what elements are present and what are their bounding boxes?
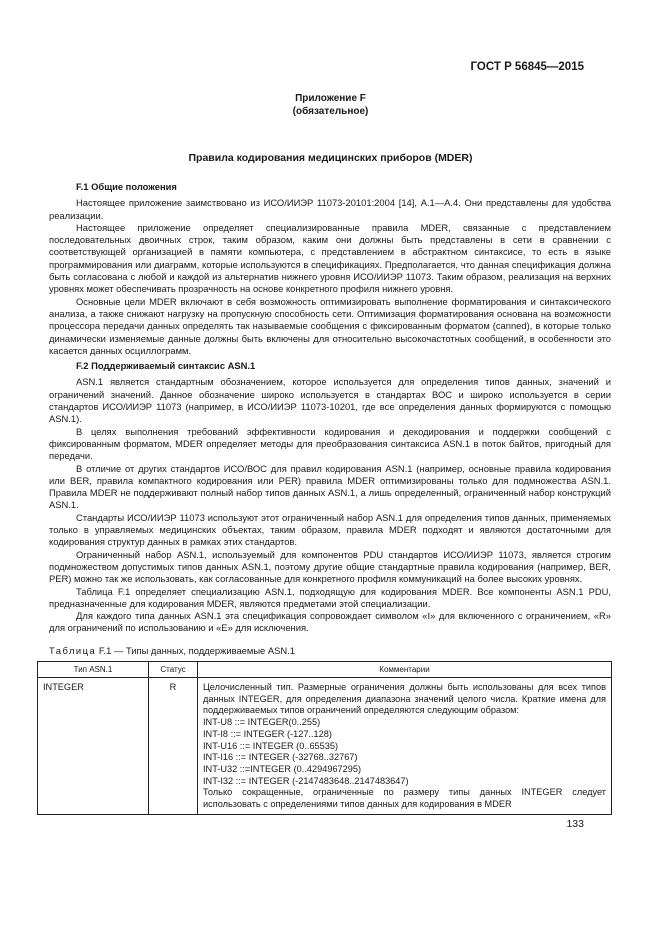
paragraph: Основные цели MDER включают в себя возможность оптимизировать выполнение форматирования и синтаксического анализа, а также снижают нагрузку на пропускную способность сети. Оптимизация форматирования основана на возможности процессора передачи данных определять так называемые сообщения с фиксированным форматом (canned), в которые только динамически изменяемые данные должны быть включены для относительно высокочастотных сообщений, в особенности это касается данных осциллограмм.: [49, 295, 611, 356]
standard-designation: ГОСТ Р 56845—2015: [470, 61, 584, 73]
table-header-row: [38, 661, 612, 677]
column-header-comments: Комментарии: [198, 661, 612, 677]
page-number: 133: [566, 818, 584, 830]
annex-heading: [0, 92, 661, 118]
asn1-types-table: [37, 661, 612, 815]
column-header-status: Статус: [149, 661, 198, 677]
paragraph: Таблица F.1 определяет специализацию ASN.1, подходящую для кодирования MDER. Все компоненты ASN.1 PDU, предназначенные для кодирования MDER, являются предметами этой специализации.: [49, 585, 611, 609]
document-body: [43, 181, 611, 815]
annex-status: (обязательное): [292, 106, 369, 117]
annex-name: Приложение F: [295, 93, 366, 104]
table-row: [38, 677, 612, 814]
paragraph: Настоящее приложение заимствовано из ИСО/ИИЭР 11073-20101:2004 [14], А.1—А.4. Они представлены для удобства реализации.: [49, 197, 611, 221]
cell-comments: [198, 677, 612, 814]
section-heading-f1: F.1 Общие положения: [76, 181, 177, 192]
paragraph: В отличие от других стандартов ИСО/ВОС для правил кодирования ASN.1 (например, основные правила кодирования или BER, правила компактного кодирования или PER) правила MDER оптимизированы только для подмножества ASN.1. Правила MDER не поддерживают полный набор типов данных ASN.1, а лишь определенный, ограниченный набор конструкций ASN.1.: [49, 462, 611, 511]
table-caption-label: Таблица: [49, 644, 97, 656]
paragraph: Настоящее приложение определяет специализированные правила MDER, связанные с представлением последовательных двоичных строк, таким образом, каким они должны быть представлены в сети в сравнении с соответствующей организацией в памяти компьютера, с представлением в абстрактном синтаксисе, то есть в языке программирования или диаграмм, которые используются в спецификациях. Предполагается, что данная спецификация должна быть согласована с любой и каждой из альтернатив нижнего уровня ИСО/ИИЭР 11073. Таким образом, реализация на верхних уровнях может обеспечивать прозрачность на основе конкретного профиля нижнего уровня.: [49, 221, 611, 295]
comment-outro: Только сокращенные, ограниченные по размеру типы данных INTEGER следует использовать с определениями типов данных для кодирования в MDER: [203, 787, 606, 810]
column-header-type: Тип ASN.1: [38, 661, 149, 677]
paragraph: Для каждого типа данных ASN.1 эта спецификация сопровождает символом «I» для включенного с ограничением, «R» для ограничений по использованию и «E» для исключения.: [49, 610, 611, 634]
type-definition: INT-U16 ::= INTEGER (0..65535): [203, 740, 339, 751]
cell-type: INTEGER: [38, 677, 149, 814]
table-caption: [49, 645, 611, 657]
type-definition: INT-I16 ::= INTEGER (-32768..32767): [203, 752, 358, 763]
type-definition: INT-U32 ::=INTEGER (0..4294967295): [203, 763, 362, 774]
section-heading-f2: F.2 Поддерживаемый синтаксис ASN.1: [76, 360, 256, 372]
type-definition: INT-U8 ::= INTEGER(0..255): [203, 717, 321, 728]
comment-intro: Целочисленный тип. Размерные ограничения должны быть использованы для всех типов данных INTEGER, для определения диапазона значений целого числа. Краткие имена для поддерживаемых типов ограничений определяются следующим образом:: [203, 681, 606, 716]
cell-status: R: [149, 677, 198, 814]
annex-title: Правила кодирования медицинских приборов (MDER): [188, 152, 473, 164]
type-definition: INT-I8 ::= INTEGER (-127..128): [203, 728, 332, 739]
table-caption-text: F.1 — Типы данных, поддерживаемые ASN.1: [98, 644, 295, 656]
paragraph: В целях выполнения требований эффективности кодирования и декодирования и поддержки сообщений с фиксированным форматом, MDER определяет методы для преобразования синтаксиса ASN.1 в поток байтов, пригодный для передачи.: [49, 425, 611, 462]
type-definition: INT-I32 ::= INTEGER (-2147483648..2147483647): [203, 775, 409, 786]
paragraph: ASN.1 является стандартным обозначением, которое используется для определения типов данных, значений и ограничений значений. Данное обозначение широко используется в стандартах ВОС и широко используется в серии стандартов ИСО/ИИЭР 11073 (например, в ИСО/ИИЭР 11073-10201, где все определения данных формируются с помощью ASN.1).: [49, 376, 611, 425]
paragraph: Стандарты ИСО/ИИЭР 11073 используют этот ограниченный набор ASN.1 для определения типов данных, применяемых только в управляемых медицинских объектах, таким образом, правила MDER подходят и являются достаточными для кодирования структур данных в рамках этих стандартов.: [49, 511, 611, 548]
paragraph: Ограниченный набор ASN.1, используемый для компонентов PDU стандартов ИСО/ИИЭР 11073, является строгим подмножеством допустимых типов данных ASN.1, поэтому другие общие стандартные правила кодирования (например, BER, PER) можно так же использовать, как согласованные для конкретного профиля коммуникаций на более высоких уровнях.: [49, 548, 611, 585]
